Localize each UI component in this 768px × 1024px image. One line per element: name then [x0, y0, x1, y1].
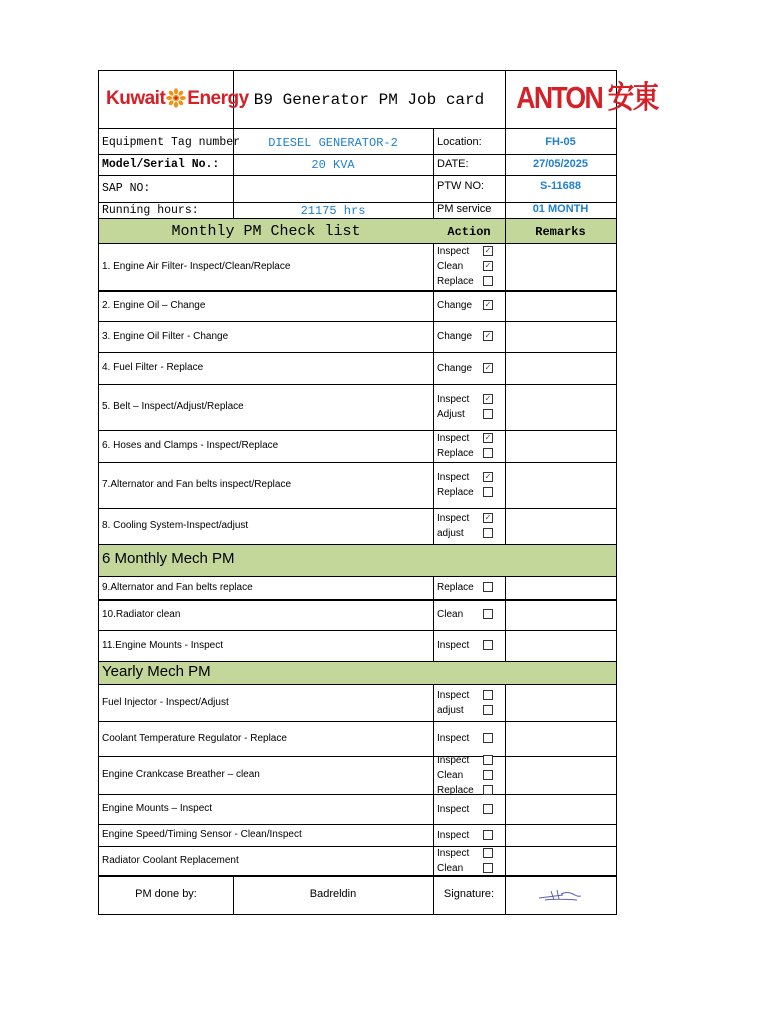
job-card-sheet [98, 70, 658, 915]
date-label: DATE: [437, 158, 469, 170]
action-checkbox[interactable] [483, 487, 493, 497]
yearly-section-heading: Yearly Mech PM [102, 663, 211, 680]
location-value: FH-05 [545, 136, 576, 148]
kuwait-energy-logo: Kuwait Energy [106, 87, 249, 109]
action-checkbox[interactable] [483, 830, 493, 840]
action-checkbox[interactable]: ✓ [484, 261, 492, 270]
action-label: Replace [437, 582, 474, 593]
pm-done-by-value: Badreldin [309, 888, 357, 900]
action-checkbox[interactable]: ✓ [484, 362, 492, 372]
checklist-item-label: 11.Engine Mounts - Inspect [102, 639, 223, 651]
action-checkbox[interactable] [483, 448, 493, 458]
checklist-item-label: Engine Mounts – Inspect [102, 803, 213, 814]
checklist-item-label: Engine Speed/Timing Sensor - Clean/Inspect [102, 829, 302, 840]
pm-done-by-label: PM done by: [135, 888, 197, 900]
checklist-item-label: 1. Engine Air Filter- Inspect/Clean/Replace [102, 260, 291, 272]
checklist-item-label: Coolant Temperature Regulator - Replace [102, 732, 287, 744]
model-serial-label: Model/Serial No.: [102, 158, 220, 171]
action-checkbox[interactable] [483, 705, 493, 715]
action-checkbox[interactable] [483, 733, 493, 743]
action-checkbox[interactable] [483, 409, 493, 419]
action-label: Inspect [437, 433, 470, 444]
monthly-section-heading: Monthly PM Check list [171, 223, 361, 240]
action-label: Inspect [437, 829, 470, 841]
action-label: Replace [437, 276, 474, 287]
running-hours-label: Running hours: [102, 204, 199, 217]
action-checkbox[interactable]: ✓ [484, 513, 492, 522]
action-checkbox[interactable] [483, 609, 493, 619]
action-label: Inspect [437, 640, 470, 651]
anton-logo: ANTON 安東 [516, 80, 658, 115]
checklist-item-label: 9.Alternator and Fan belts replace [102, 581, 253, 593]
checklist-item-label: 7.Alternator and Fan belts inspect/Replace [102, 479, 291, 490]
remarks-column-heading: Remarks [535, 225, 586, 239]
action-label: Replace [437, 785, 474, 796]
six-monthly-section-heading: 6 Monthly Mech PM [102, 550, 235, 567]
checklist-item-label: 10.Radiator clean [102, 608, 181, 620]
date-value: 27/05/2025 [532, 158, 589, 170]
action-label: adjust [437, 528, 464, 539]
ptw-label: PTW NO: [437, 180, 485, 192]
action-label: Inspect [437, 803, 470, 815]
action-label: Inspect [437, 246, 470, 257]
checklist-item-label: 3. Engine Oil Filter - Change [102, 330, 229, 342]
action-checkbox[interactable]: ✓ [484, 433, 492, 442]
action-label: Inspect [437, 513, 470, 524]
action-checkbox[interactable] [483, 640, 493, 650]
checklist-item-label: 4. Fuel Filter - Replace [102, 362, 204, 373]
model-serial-value: 20 KVA [311, 158, 355, 172]
checklist-item-label: Engine Crankcase Breather – clean [102, 769, 260, 780]
action-checkbox[interactable]: ✓ [484, 300, 492, 309]
action-label: Inspect [437, 394, 470, 405]
sap-label: SAP NO: [102, 182, 151, 195]
checklist-item-label: 6. Hoses and Clamps - Inspect/Replace [102, 440, 279, 451]
action-label: Change [437, 362, 473, 374]
pm-service-label: PM service [437, 203, 492, 215]
action-column-heading: Action [447, 225, 491, 239]
action-label: Clean [437, 609, 464, 620]
action-checkbox[interactable] [483, 785, 493, 795]
action-checkbox[interactable] [483, 528, 493, 538]
action-label: Adjust [437, 409, 465, 420]
action-checkbox[interactable] [483, 863, 493, 873]
action-label: Inspect [437, 733, 470, 744]
action-label: adjust [437, 704, 464, 716]
running-hours-value: 21175 hrs [300, 204, 366, 218]
action-label: Clean [437, 261, 464, 272]
checklist-item-label: Fuel Injector - Inspect/Adjust [102, 696, 229, 708]
action-checkbox[interactable] [483, 804, 493, 814]
checklist-item-label: 8. Cooling System-Inspect/adjust [102, 520, 249, 531]
page-title: B9 Generator PM Job card [253, 91, 485, 109]
action-checkbox[interactable] [483, 690, 493, 700]
action-label: Replace [437, 448, 474, 459]
action-label: Clean [437, 770, 464, 781]
action-checkbox[interactable] [483, 848, 493, 858]
ptw-value: S-11688 [540, 180, 581, 192]
action-checkbox[interactable]: ✓ [484, 394, 492, 403]
action-label: Change [437, 300, 473, 311]
action-label: Replace [437, 487, 474, 498]
sun-flower-icon [166, 88, 186, 108]
action-checkbox[interactable]: ✓ [484, 331, 492, 340]
action-checkbox[interactable]: ✓ [484, 246, 492, 255]
action-checkbox[interactable]: ✓ [484, 472, 492, 481]
action-checkbox[interactable] [483, 276, 493, 286]
action-checkbox[interactable] [483, 770, 493, 780]
action-label: Inspect [437, 847, 470, 859]
equipment-tag-label: Equipment Tag number [102, 136, 241, 149]
checklist-item-label: 5. Belt – Inspect/Adjust/Replace [102, 401, 244, 412]
action-label: Inspect [437, 755, 470, 766]
checklist-item-label: Radiator Coolant Replacement [102, 854, 239, 866]
equipment-tag-value: DIESEL GENERATOR-2 [268, 136, 398, 150]
action-label: Inspect [437, 472, 470, 483]
checklist-item-label: 2. Engine Oil – Change [102, 299, 206, 311]
action-checkbox[interactable] [483, 582, 493, 592]
pm-service-value: 01 MONTH [532, 203, 589, 215]
signature-label: Signature: [443, 888, 495, 900]
action-label: Change [437, 331, 473, 342]
location-label: Location: [437, 136, 482, 148]
action-label: Inspect [437, 689, 470, 701]
action-checkbox[interactable] [483, 755, 493, 765]
signature-image [537, 886, 585, 904]
action-label: Clean [437, 862, 464, 874]
